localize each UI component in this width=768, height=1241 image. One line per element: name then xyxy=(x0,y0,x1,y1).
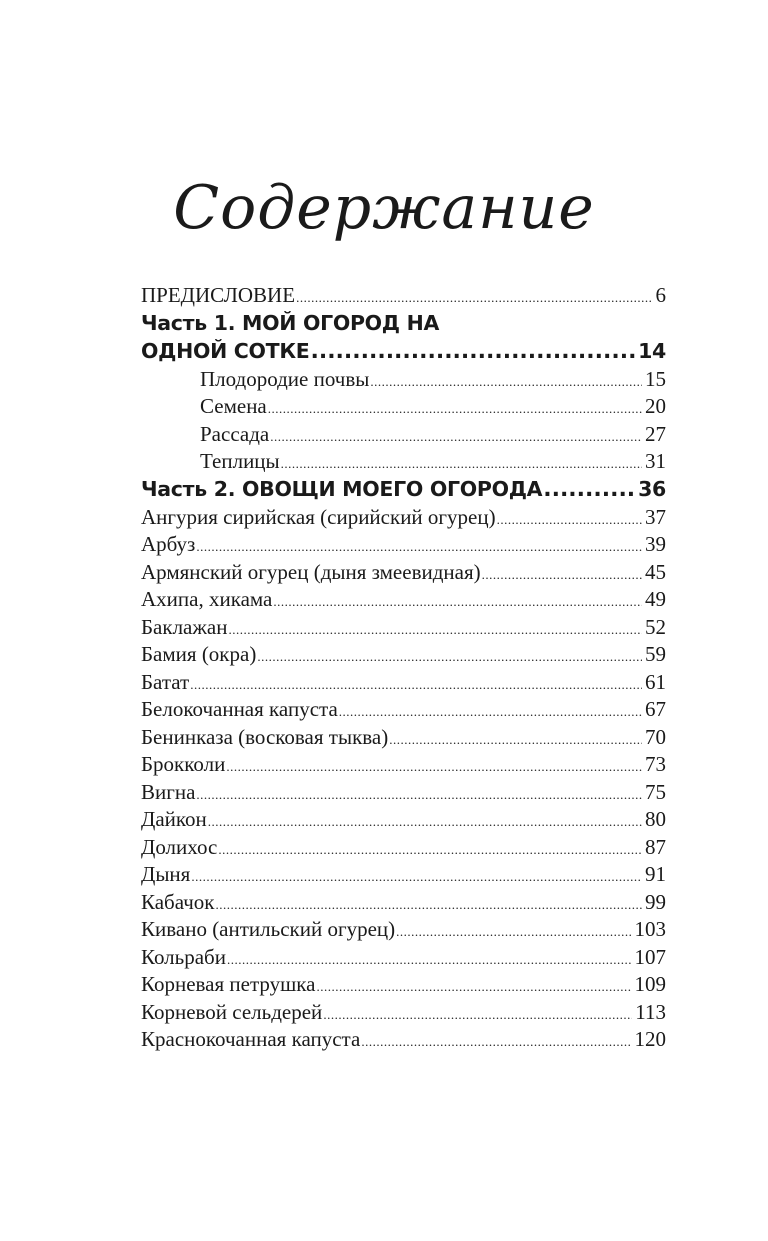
page-title: Содержание xyxy=(173,173,595,243)
toc-entry-page: 15 xyxy=(645,366,666,391)
toc-entry-label: ПРЕДИСЛОВИЕ xyxy=(141,283,296,307)
toc-entry[interactable] xyxy=(141,752,666,780)
toc-entry[interactable] xyxy=(141,615,666,643)
dot-leader xyxy=(215,897,642,913)
toc-entry-page: 103 xyxy=(634,917,666,941)
dot-leader xyxy=(208,814,642,830)
toc-entry-label: Брокколи xyxy=(141,752,226,776)
toc-part-label: Часть 1. МОЙ ОГОРОД НА xyxy=(141,310,440,335)
toc-entry-page: 73 xyxy=(645,752,666,776)
toc-entry-page: 27 xyxy=(645,421,666,446)
toc-entry-label: Ангурия сирийская (сирийский огурец) xyxy=(141,504,496,529)
toc-entry[interactable] xyxy=(141,532,666,560)
toc-entry-page: 31 xyxy=(645,449,666,473)
dot-leader xyxy=(273,594,642,610)
toc-entry-page: 91 xyxy=(645,862,666,886)
dot-leader xyxy=(310,339,635,364)
toc-entry-label: Кивано (антильский огурец) xyxy=(141,917,396,941)
toc-entry-label: Арбуз xyxy=(141,532,196,556)
toc-entry[interactable] xyxy=(141,807,666,835)
toc-entry-label: Бамия (окра) xyxy=(141,642,257,666)
dot-leader xyxy=(218,842,642,858)
toc-entry-label: Теплицы xyxy=(200,449,280,473)
toc-entry[interactable] xyxy=(141,422,666,450)
dot-leader xyxy=(497,512,642,528)
toc-entry-page: 37 xyxy=(645,504,666,529)
dot-leader xyxy=(361,1034,631,1050)
toc-entry-label: Корневой сельдерей xyxy=(141,999,323,1024)
toc-entry-label: Белокочанная капуста xyxy=(141,697,338,721)
toc-entry[interactable] xyxy=(141,449,666,477)
toc-entry-preface[interactable] xyxy=(141,283,666,311)
toc-entry-page: 87 xyxy=(645,834,666,859)
toc-entry[interactable] xyxy=(141,560,666,588)
dot-leader xyxy=(389,732,642,748)
toc-entry-page: 80 xyxy=(645,807,666,831)
toc-entry-label: Корневая петрушка xyxy=(141,972,316,996)
dot-leader xyxy=(339,704,642,720)
dot-leader xyxy=(281,456,642,472)
toc-entry-label: Семена xyxy=(200,394,267,418)
dot-leader xyxy=(370,374,642,390)
toc-entry[interactable] xyxy=(141,917,666,945)
dot-leader xyxy=(191,869,642,885)
toc-entry-page: 45 xyxy=(645,559,666,584)
toc-entry[interactable] xyxy=(141,862,666,890)
dot-leader xyxy=(196,539,642,555)
toc-entry-label: Армянский огурец (дыня змеевидная) xyxy=(141,559,481,584)
dot-leader xyxy=(228,622,642,638)
toc-entry[interactable] xyxy=(141,835,666,863)
toc-entry-page: 49 xyxy=(645,587,666,611)
toc-entry-page: 113 xyxy=(635,999,666,1024)
dot-leader xyxy=(543,477,635,502)
toc-entry-page: 61 xyxy=(645,669,666,694)
dot-leader xyxy=(196,787,642,803)
toc-entry-page: 52 xyxy=(645,614,666,639)
dot-leader xyxy=(257,649,642,665)
toc-part-label: Часть 2. ОВОЩИ МОЕГО ОГОРОДА xyxy=(141,476,543,501)
toc-part-1-line-2[interactable] xyxy=(141,339,666,367)
toc-entry-label: Дыня xyxy=(141,862,191,886)
dot-leader xyxy=(316,979,631,995)
toc-part-2[interactable] xyxy=(141,477,666,505)
toc-entry-label: Батат xyxy=(141,669,190,694)
toc-entry[interactable] xyxy=(141,642,666,670)
dot-leader xyxy=(482,567,642,583)
toc-entry-label: Баклажан xyxy=(141,614,228,639)
dot-leader xyxy=(268,401,642,417)
toc-entry-page: 59 xyxy=(645,642,666,666)
toc-entry[interactable] xyxy=(141,725,666,753)
toc-entry[interactable] xyxy=(141,1027,666,1055)
dot-leader xyxy=(270,429,642,445)
toc-entry-page: 39 xyxy=(645,532,666,556)
toc-entry[interactable] xyxy=(141,394,666,422)
toc-entry[interactable] xyxy=(141,697,666,725)
table-of-contents xyxy=(141,283,666,1055)
toc-entry[interactable] xyxy=(141,890,666,918)
toc-entry-label: Кабачок xyxy=(141,889,215,914)
toc-part-page: 14 xyxy=(638,338,666,363)
toc-entry-label: Плодородие почвы xyxy=(200,366,370,391)
dot-leader xyxy=(323,1007,632,1023)
toc-entry-label: Кольраби xyxy=(141,944,226,969)
toc-entry-page: 20 xyxy=(645,394,666,418)
toc-entry-page: 75 xyxy=(645,779,666,804)
toc-entry-label: Рассада xyxy=(200,421,270,446)
toc-entry-label: Ахипа, хикама xyxy=(141,587,273,611)
toc-entry-page: 70 xyxy=(645,724,666,749)
toc-entry-page: 120 xyxy=(634,1027,666,1051)
toc-entry-page: 99 xyxy=(645,889,666,914)
toc-entry[interactable] xyxy=(141,670,666,698)
dot-leader xyxy=(396,924,631,940)
toc-entry-label: Краснокочанная капуста xyxy=(141,1027,361,1051)
toc-entry-page: 107 xyxy=(634,944,666,969)
toc-entry[interactable] xyxy=(141,945,666,973)
dot-leader xyxy=(296,290,652,306)
toc-entry[interactable] xyxy=(141,505,666,533)
toc-entry-label: Долихос xyxy=(141,834,218,859)
toc-entry[interactable] xyxy=(141,780,666,808)
toc-entry-page: 6 xyxy=(655,283,666,307)
toc-entry-label: Дайкон xyxy=(141,807,207,831)
toc-part-1-line-1[interactable] xyxy=(141,311,666,339)
toc-entry-page: 109 xyxy=(634,972,666,996)
toc-entry-page: 67 xyxy=(645,697,666,721)
toc-entry-label: Вигна xyxy=(141,779,196,804)
dot-leader xyxy=(190,677,642,693)
toc-part-label: ОДНОЙ СОТКЕ xyxy=(141,338,310,363)
toc-entry[interactable] xyxy=(141,587,666,615)
toc-entry[interactable] xyxy=(141,1000,666,1028)
toc-entry[interactable] xyxy=(141,367,666,395)
dot-leader xyxy=(227,952,632,968)
dot-leader xyxy=(226,759,642,775)
toc-entry[interactable] xyxy=(141,972,666,1000)
toc-entry-label: Бенинказа (восковая тыква) xyxy=(141,724,389,749)
toc-part-page: 36 xyxy=(638,476,666,501)
